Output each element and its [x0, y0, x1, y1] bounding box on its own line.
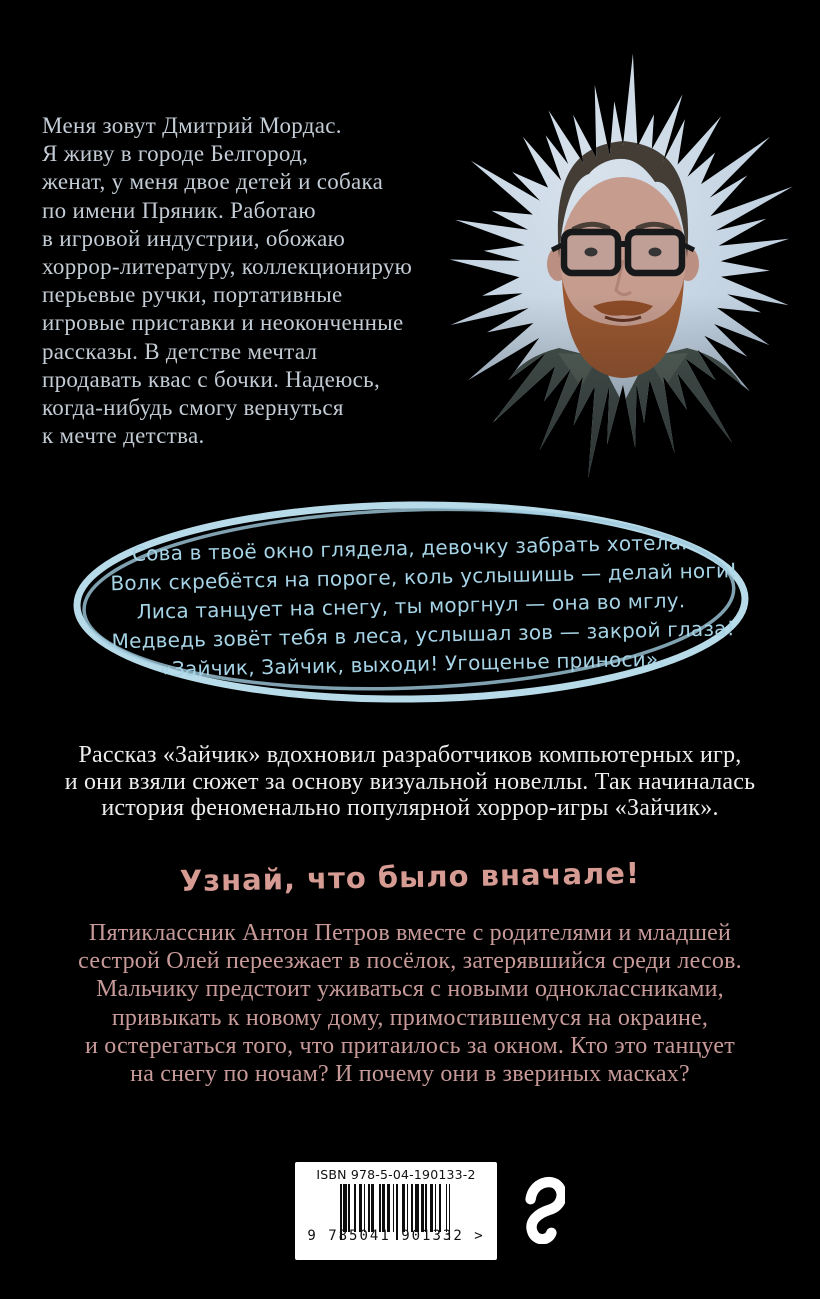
text-line: в игровой индустрии, обожаю: [42, 225, 346, 251]
text-line: к мечте детства.: [42, 423, 205, 449]
text-line: хоррор-литературу, коллекционирую: [42, 254, 413, 280]
barcode-block: [295, 1162, 497, 1260]
isbn-label: ISBN 978-5-04-190133-2: [316, 1167, 476, 1182]
text-line: и они взяли сюжет за основу визуальной новеллы. Так начиналась: [64, 768, 756, 795]
text-line: продавать квас с бочки. Надеюсь,: [42, 366, 380, 392]
shirt-button: [619, 444, 627, 452]
text-line: привыкать к новому дому, примостившемуся на окраине,: [111, 1004, 709, 1031]
text-line: Лиса танцует на снегу, ты моргнул — она во мглу.: [136, 588, 686, 624]
text-line: Пятиклассник Антон Петров вместе с родителями и младшей: [88, 920, 732, 946]
tagline-heading: Узнай, что было вначале!: [179, 855, 641, 899]
text-line: Медведь зовёт тебя в леса, услышал зов — закрой глаза!: [111, 616, 736, 654]
text-line: Меня зовут Дмитрий Мордас.: [42, 113, 342, 138]
text-line: по имени Пряник. Работаю: [42, 197, 316, 223]
text-line: «Зайчик, Зайчик, выходи! Угощенье приноси».: [159, 646, 666, 682]
spiky-frame-portrait: [428, 52, 820, 494]
text-line: на снегу по ночам? И почему они в звериных масках?: [130, 1061, 690, 1088]
annotation-text: [20, 919, 800, 1088]
author-photo: [428, 52, 820, 494]
text-line: история феноменально популярной хоррор-игры «Зайчик».: [101, 795, 719, 821]
author-bio: [42, 112, 462, 450]
text-line: и остерегаться того, что притаилось за окном. Кто это танцует: [85, 1032, 735, 1059]
text-line: Рассказ «Зайчик» вдохновил разработчиков компьютерных игр,: [78, 742, 742, 768]
text-line: Волк скребётся на пороге, коль услышишь — делай ноги!: [110, 558, 738, 596]
text-line: игровые приставки и неоконченные: [42, 310, 404, 336]
eksmo-logo-icon: [517, 1172, 565, 1244]
text-line: Сова в твоё окно глядела, девочку забрать хотела.: [131, 530, 688, 566]
text-line: рассказы. В детстве мечтал: [42, 338, 318, 364]
text-line: Мальчику предстоит уживаться с новыми одноклассниками,: [96, 976, 724, 1003]
text-line: когда-нибудь смогу вернуться: [42, 395, 344, 421]
barcode-digits: 9 785041 901332 >: [307, 1228, 485, 1244]
text-line: Я живу в городе Белгород,: [42, 141, 309, 167]
portrait: [428, 52, 820, 494]
about-game-text: [20, 742, 800, 822]
text-line: сестрой Олей переезжает в посёлок, затерявшийся среди лесов.: [78, 948, 742, 975]
text-line: перьевые ручки, портативные: [42, 282, 343, 308]
rhyme-callout: [64, 496, 758, 710]
text-line: женат, у меня двое детей и собака: [42, 169, 384, 195]
rhyme-text: [110, 528, 738, 686]
